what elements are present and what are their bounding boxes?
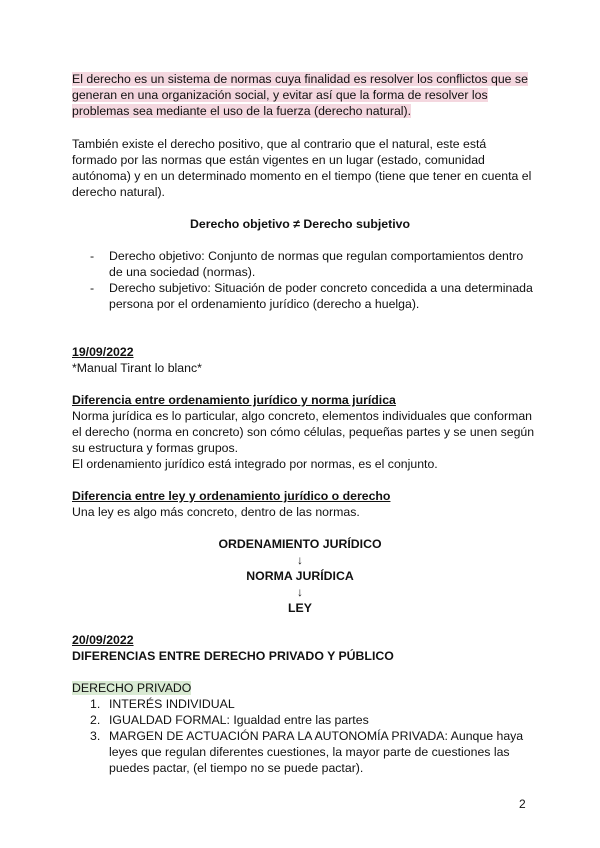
list-number: 2. [90, 713, 101, 727]
positivo-paragraph-line-1: También existe el derecho positivo, que al contrario que el natural, este está [72, 137, 487, 151]
list-number: 1. [90, 697, 101, 711]
diff1-text-line-4: El ordenamiento jurídico está integrado por normas, es el conjunto. [72, 457, 438, 471]
date-heading-2: 20/09/2022 [72, 633, 134, 647]
positivo-paragraph-line-3: autónoma) y en un determinado momento en el tiempo (tiene que tener en cuenta el [72, 169, 532, 183]
section-heading-privado-publico: DIFERENCIAS ENTRE DERECHO PRIVADO Y PÚBLICO [72, 649, 394, 663]
bullet-dash: - [90, 249, 95, 263]
manual-reference: *Manual Tirant lo blanc* [72, 361, 202, 375]
heading-objetivo-subjetivo: Derecho objetivo ≠ Derecho subjetivo [190, 217, 410, 231]
list-item-interes: INTERÉS INDIVIDUAL [109, 697, 235, 711]
list-item-margen-line-1: MARGEN DE ACTUACIÓN PARA LA AUTONOMÍA PRIVADA: Aunque haya [109, 729, 524, 743]
section-heading-ley-ordenamiento: Diferencia entre ley y ordenamiento jurídico o derecho [72, 489, 391, 503]
positivo-paragraph-line-2: formado por las normas que están vigentes en un lugar (estado, comunidad [72, 153, 485, 167]
down-arrow-icon: ↓ [297, 553, 303, 567]
hierarchy-level-ordenamiento: ORDENAMIENTO JURÍDICO [218, 537, 382, 551]
page-number: 2 [519, 797, 526, 811]
hierarchy-level-norma: NORMA JURÍDICA [246, 569, 354, 583]
intro-paragraph-line-2: generan en una organización social, y evitar así que la forma de resolver los [72, 88, 488, 102]
list-number: 3. [90, 729, 101, 743]
bullet-objetivo-line-2: de una sociedad (normas). [109, 265, 256, 279]
derecho-privado-label: DERECHO PRIVADO [72, 681, 192, 695]
list-item-margen-line-2: leyes que regulan diferentes cuestiones, la mayor parte de cuestiones las [109, 745, 510, 759]
list-item-margen-line-3: puedes pactar, (el tiempo no se puede pactar). [109, 761, 364, 775]
diff1-text-line-2: el derecho (norma en concreto) son cómo células, pequeñas partes y se unen según [72, 425, 535, 439]
diff1-text-line-3: su estructura y formas grupos. [72, 441, 239, 455]
list-item-igualdad: IGUALDAD FORMAL: Igualdad entre las partes [109, 713, 369, 727]
down-arrow-icon: ↓ [297, 585, 303, 599]
diff2-text: Una ley es algo más concreto, dentro de las normas. [72, 505, 360, 519]
hierarchy-level-ley: LEY [288, 601, 312, 615]
bullet-subjetivo-line-2: persona por el ordenamiento jurídico (derecho a huelga). [109, 297, 420, 311]
positivo-paragraph-line-4: derecho natural). [72, 185, 165, 199]
bullet-objetivo-line-1: Derecho objetivo: Conjunto de normas que regulan comportamientos dentro [109, 249, 524, 263]
section-heading-ordenamiento-norma: Diferencia entre ordenamiento jurídico y norma jurídica [72, 393, 396, 407]
date-heading-1: 19/09/2022 [72, 345, 134, 359]
diff1-text-line-1: Norma jurídica es lo particular, algo concreto, elementos individuales que conforman [72, 409, 533, 423]
bullet-subjetivo-line-1: Derecho subjetivo: Situación de poder concreto concedida a una determinada [109, 281, 533, 295]
intro-paragraph-line-3: problemas sea mediante el uso de la fuerza (derecho natural). [72, 104, 412, 118]
intro-paragraph-line-1: El derecho es un sistema de normas cuya finalidad es resolver los conflictos que se [72, 72, 528, 86]
bullet-dash: - [90, 281, 95, 295]
